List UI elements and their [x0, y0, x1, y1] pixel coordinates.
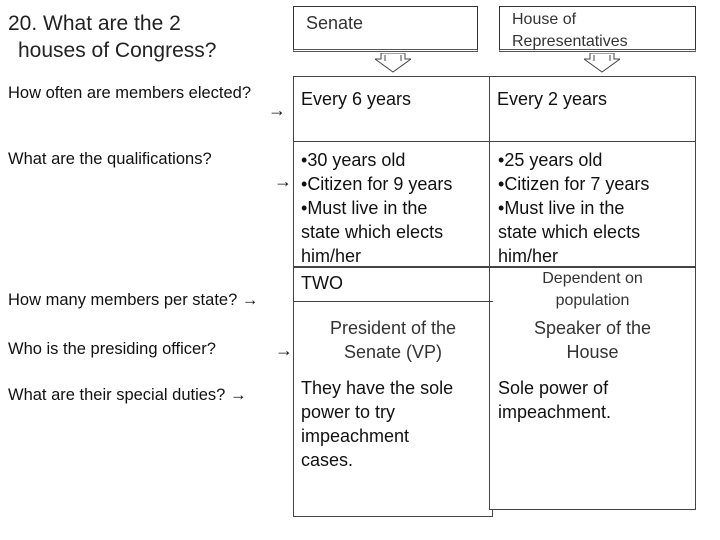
senate-qual-4: state which elects — [301, 222, 444, 242]
senate-duties-line-3: impeachment — [301, 426, 410, 446]
house-qualifications — [498, 148, 649, 268]
arrow-duties-icon: → — [229, 386, 247, 404]
senate-duties-line-2: power to try — [301, 402, 396, 422]
senate-duties-line-1: They have the sole — [301, 378, 454, 398]
question-presiding: Who is the presiding officer? — [8, 340, 216, 358]
house-header-line-2: Representatives — [512, 33, 628, 50]
house-qual-4: state which elects — [498, 222, 641, 242]
senate-presiding-line-1: President of the — [329, 318, 457, 338]
question-members: How many members per state? → — [8, 291, 259, 309]
house-qual-2: •Citizen for 7 years — [498, 174, 650, 194]
title-line-2: houses of Congress? — [18, 39, 217, 62]
senate-qual-2: •Citizen for 9 years — [301, 174, 453, 194]
senate-down-arrow-icon — [375, 53, 411, 73]
house-elected: Every 2 years — [497, 89, 608, 109]
house-down-arrow-icon — [584, 53, 620, 73]
senate-elected: Every 6 years — [301, 89, 412, 109]
senate-presiding-line-2: Senate (VP) — [343, 342, 443, 362]
senate-duties — [301, 376, 453, 472]
senate-members: TWO — [301, 273, 343, 293]
house-header-box — [499, 6, 696, 52]
house-header-line-1: House of — [512, 11, 577, 28]
row-divider-3 — [293, 301, 493, 302]
house-presiding — [489, 316, 696, 364]
senate-duties-line-4: cases. — [301, 450, 354, 470]
house-header — [512, 9, 628, 53]
senate-qual-5: him/her — [301, 246, 362, 266]
house-qual-3: •Must live in the — [498, 198, 625, 218]
senate-qual-1: •30 years old — [301, 150, 406, 170]
arrow-qualifications-icon: → — [274, 171, 292, 191]
house-members-line-1: Dependent on — [542, 270, 643, 287]
house-qual-1: •25 years old — [498, 150, 603, 170]
question-elected: How often are members elected? — [8, 84, 252, 102]
question-duties: What are their special duties? → — [8, 386, 247, 404]
senate-header-box — [293, 6, 478, 52]
row-divider-1 — [293, 141, 696, 142]
senate-qualifications — [301, 148, 452, 268]
page-title — [8, 10, 216, 64]
title-line-1: 20. What are the 2 — [8, 12, 181, 35]
arrow-members-icon: → — [241, 291, 259, 309]
house-members — [489, 268, 696, 312]
house-duties-line-1: Sole power of — [498, 378, 609, 398]
senate-qual-3: •Must live in the — [301, 198, 428, 218]
arrow-presiding-icon: → — [275, 340, 293, 360]
arrow-elected-icon: → — [268, 100, 286, 120]
question-qualifications: What are the qualifications? — [8, 150, 212, 168]
senate-presiding — [293, 316, 493, 364]
senate-header: Senate — [306, 13, 364, 33]
house-members-line-2: population — [555, 292, 630, 309]
house-presiding-line-1: Speaker of the — [533, 318, 652, 338]
house-qual-5: him/her — [498, 246, 559, 266]
house-duties — [498, 376, 611, 424]
house-presiding-line-2: House — [566, 342, 619, 362]
house-duties-line-2: impeachment. — [498, 402, 612, 422]
